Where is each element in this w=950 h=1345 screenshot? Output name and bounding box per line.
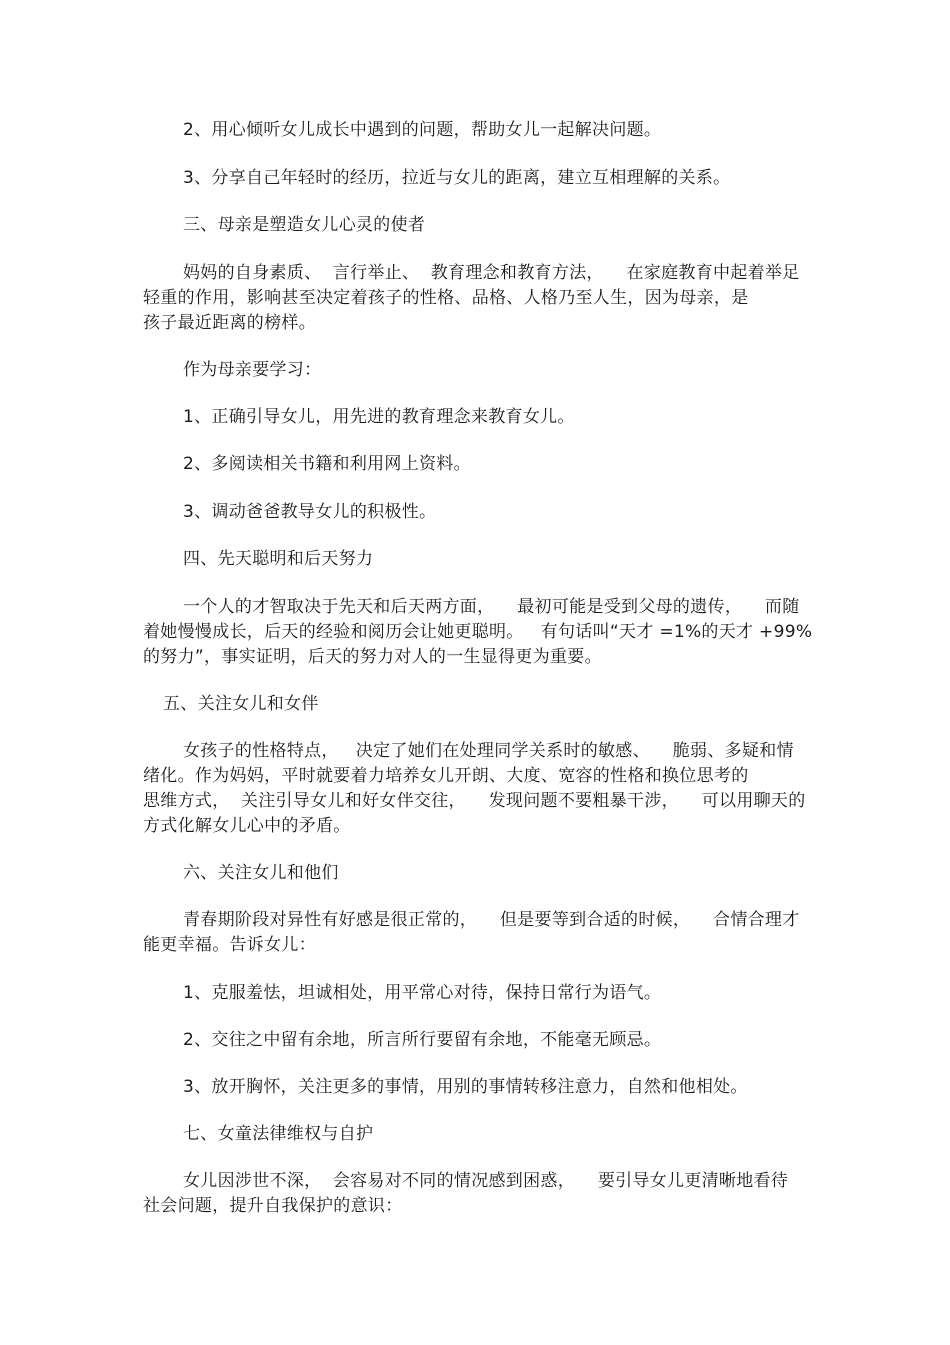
paragraph-line: 思维方式， 关注引导女儿和好女伴交往， 发现问题不要粗暴干涉， 可以用聊天的 [143, 791, 806, 811]
paragraph-line: 女儿因涉世不深， 会容易对不同的情况感到困惑， 要引导女儿更清晰地看待 [183, 1171, 789, 1191]
paragraph-line: 绪化。作为妈妈，平时就要着力培养女儿开朗、大度、宽容的性格和换位思考的 [143, 766, 749, 786]
paragraph-line: 方式化解女儿心中的矛盾。 [143, 816, 351, 836]
list-item: 2、多阅读相关书籍和利用网上资料。 [183, 454, 471, 474]
list-item: 3、分享自己年轻时的经历，拉近与女儿的距离，建立互相理解的关系。 [183, 168, 731, 188]
paragraph-line: 轻重的作用，影响甚至决定着孩子的性格、品格、人格乃至人生，因为母亲，是 [143, 288, 749, 308]
paragraph-line: 女孩子的性格特点， 决定了她们在处理同学关系时的敏感、 脆弱、多疑和情 [183, 741, 794, 761]
paragraph-line: 一个人的才智取决于先天和后天两方面， 最初可能是受到父母的遗传， 而随 [183, 597, 800, 617]
list-item: 3、放开胸怀，关注更多的事情，用别的事情转移注意力，自然和他相处。 [183, 1077, 748, 1097]
paragraph-line: 社会问题，提升自我保护的意识： [143, 1196, 403, 1216]
list-item: 1、克服羞怯，坦诚相处，用平常心对待，保持日常行为语气。 [183, 983, 662, 1003]
section-heading: 三、母亲是塑造女儿心灵的使者 [183, 215, 426, 235]
paragraph-line: 孩子最近距离的榜样。 [143, 313, 316, 333]
list-item: 1、正确引导女儿，用先进的教育理念来教育女儿。 [183, 407, 575, 427]
section-heading: 五、关注女儿和女伴 [163, 694, 319, 714]
section-heading: 六、关注女儿和他们 [183, 863, 339, 883]
section-heading: 七、女童法律维权与自护 [183, 1124, 374, 1144]
paragraph-line: 青春期阶段对异性有好感是很正常的， 但是要等到合适的时候， 合情合理才 [183, 910, 800, 930]
paragraph-line: 能更幸福。告诉女儿： [143, 935, 316, 955]
list-item: 2、用心倾听女儿成长中遇到的问题，帮助女儿一起解决问题。 [183, 120, 662, 140]
section-heading: 四、先天聪明和后天努力 [183, 549, 374, 569]
paragraph-line: 作为母亲要学习： [183, 360, 322, 380]
paragraph-line: 着她慢慢成长，后天的经验和阅历会让她更聪明。 有句话叫“天才 =1%的天才 +99% [143, 622, 813, 642]
list-item: 3、调动爸爸教导女儿的积极性。 [183, 502, 437, 522]
list-item: 2、交往之中留有余地，所言所行要留有余地，不能毫无顾忌。 [183, 1030, 662, 1050]
paragraph-line: 妈妈的自身素质、 言行举止、 教育理念和教育方法， 在家庭教育中起着举足 [183, 263, 800, 283]
paragraph-line: 的努力”，事实证明，后天的努力对人的一生显得更为重要。 [143, 647, 602, 667]
